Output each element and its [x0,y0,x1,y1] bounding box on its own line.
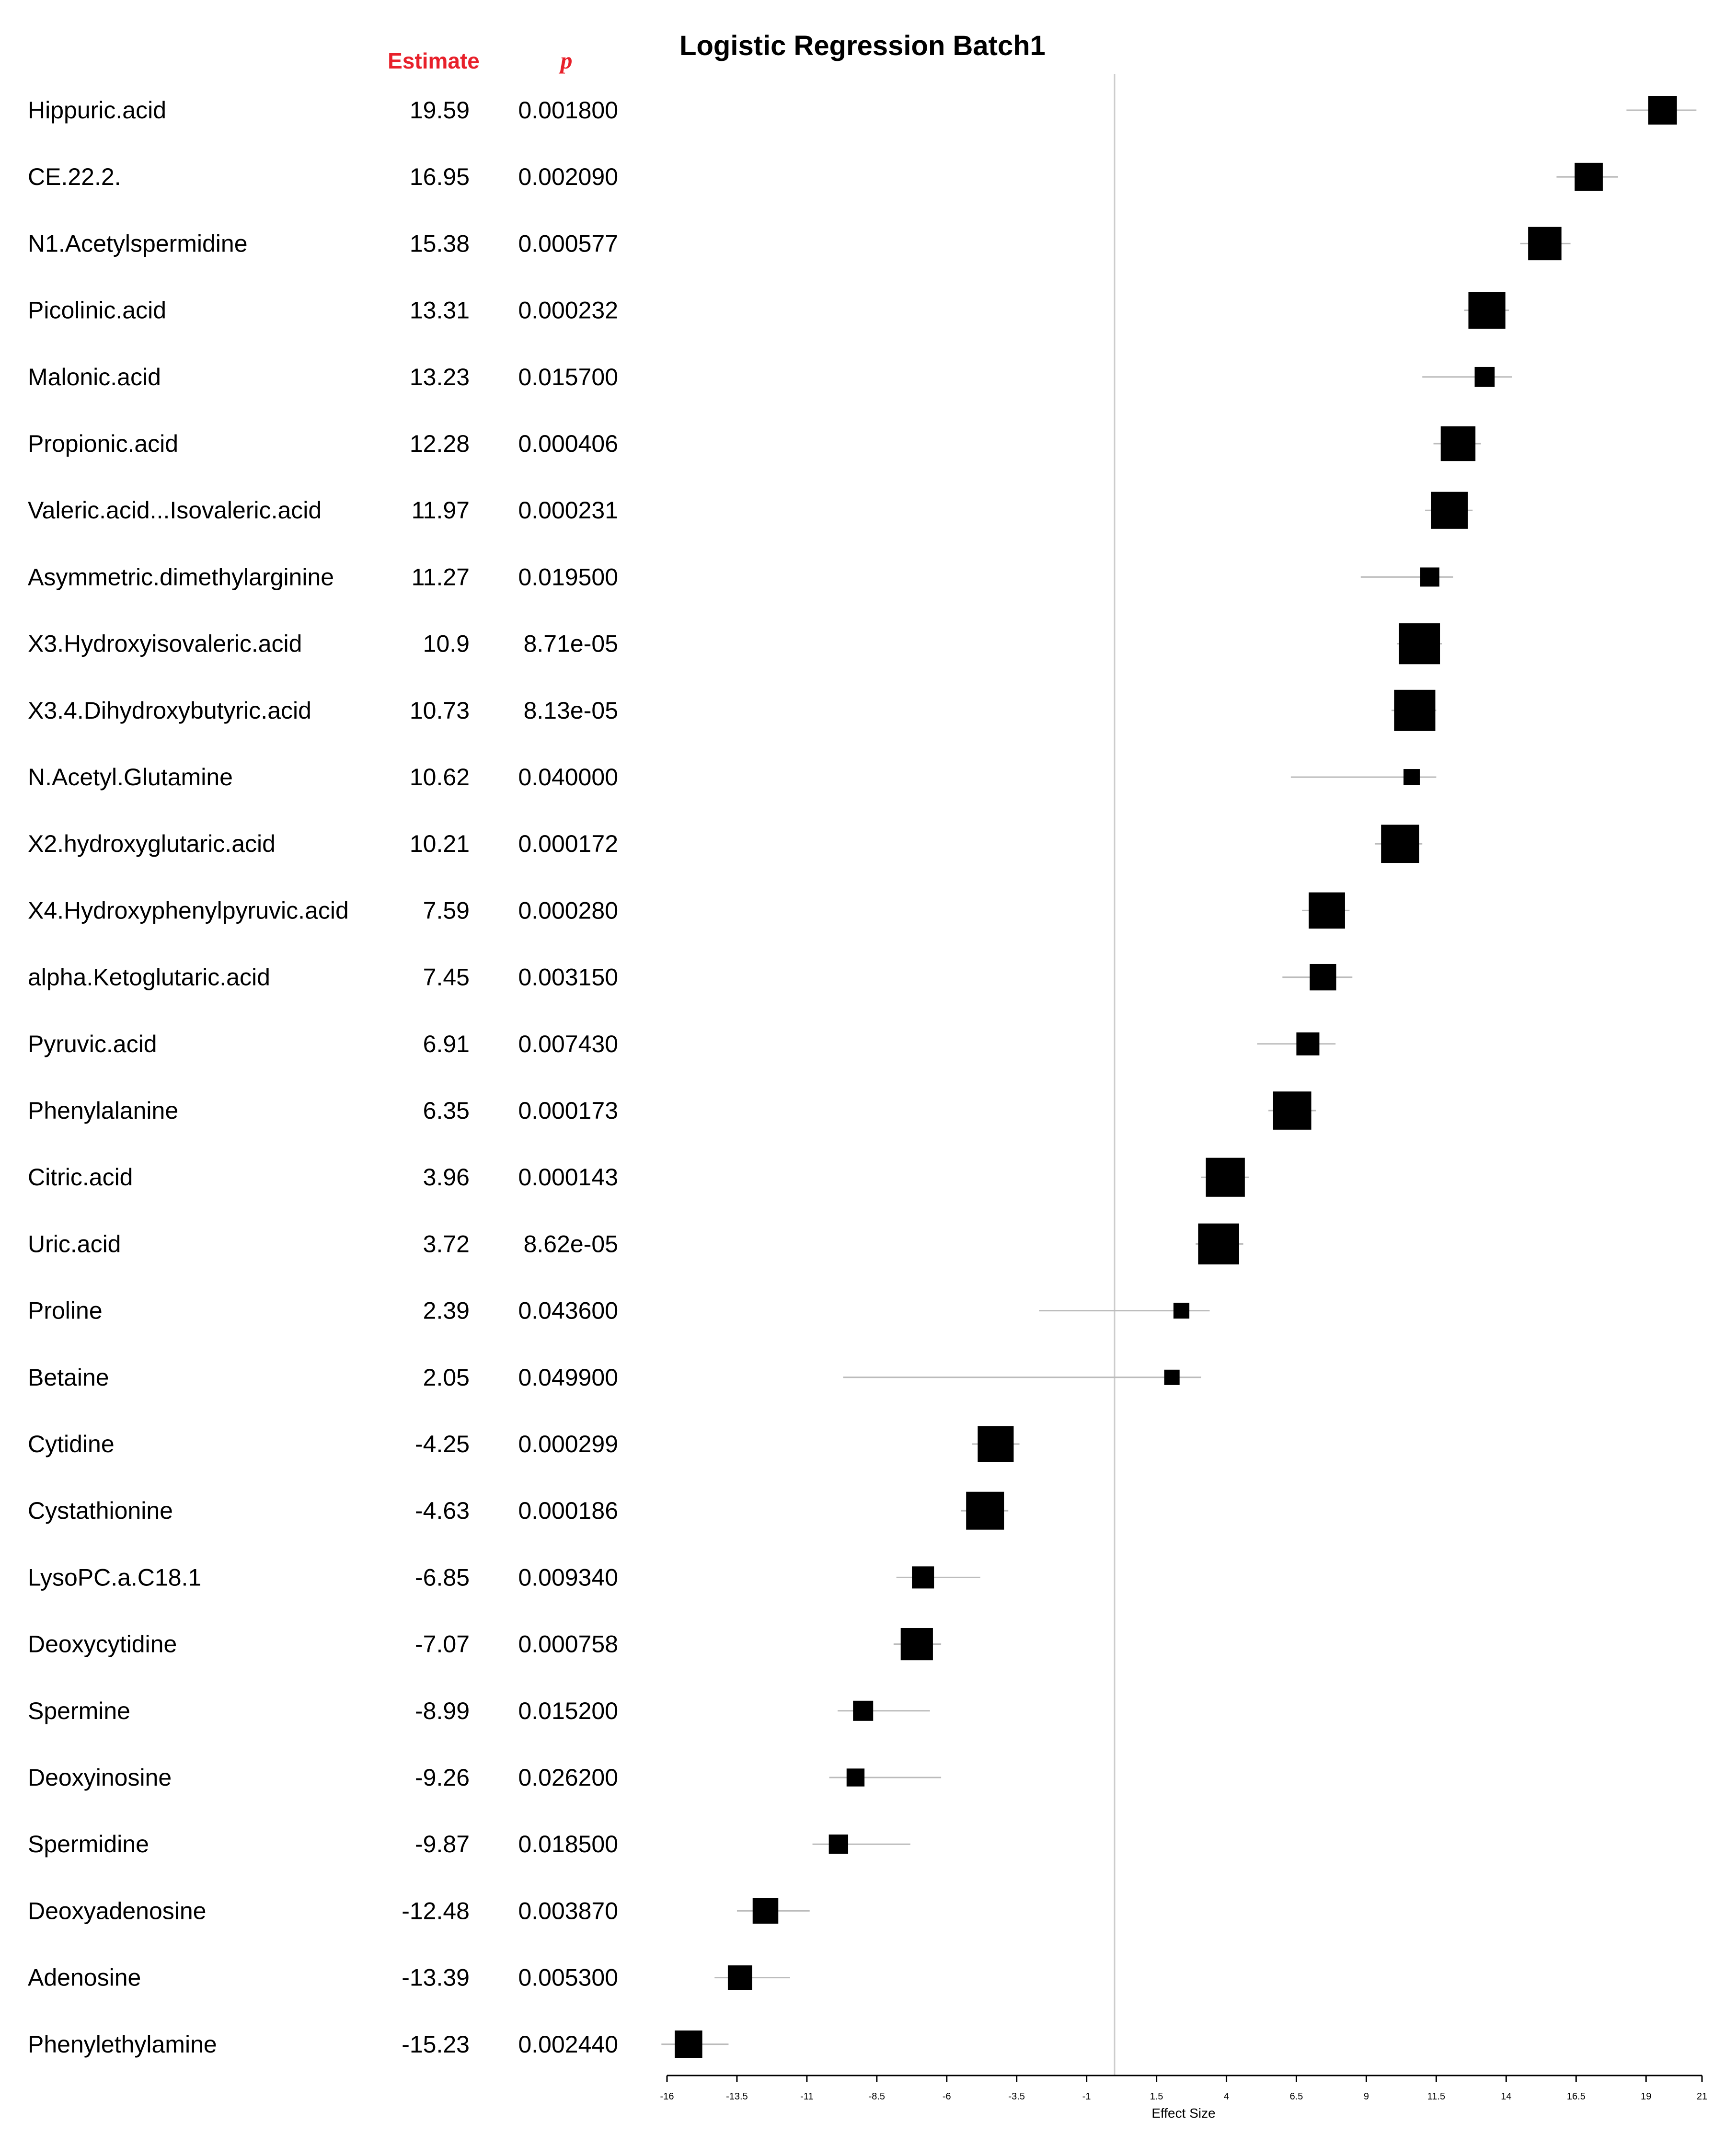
row-estimate: -15.23 [402,2030,470,2058]
estimate-box [1403,769,1420,785]
row-label: Uric.acid [28,1230,121,1258]
estimate-box [853,1701,873,1721]
row-p-value: 0.003150 [518,963,618,991]
estimate-box [966,1492,1004,1530]
row-label: N.Acetyl.Glutamine [28,764,233,791]
forest-row [28,1426,1020,1462]
row-p-value: 8.71e-05 [523,630,618,657]
estimate-box [1296,1032,1319,1055]
row-p-value: 0.002090 [518,163,618,191]
row-label: Spermine [28,1697,130,1724]
row-estimate: -9.87 [415,1831,470,1858]
row-estimate: 7.45 [423,963,470,991]
forest-row [28,1628,941,1660]
row-estimate: 6.35 [423,1097,470,1124]
estimate-box [901,1628,933,1660]
estimate-box [728,1965,752,1990]
forest-row [28,1964,790,1991]
row-p-value: 0.001800 [518,97,618,124]
forest-row [28,2030,728,2058]
row-label: LysoPC.a.C18.1 [28,1564,202,1591]
estimate-box [829,1835,848,1854]
forest-row [28,623,1442,664]
row-estimate: 12.28 [409,430,470,457]
estimate-box [1441,426,1475,461]
x-tick-label: -6 [942,2091,951,2102]
chart-title: Logistic Regression Batch1 [679,30,1046,61]
row-estimate: 11.27 [411,563,470,591]
row-label: X2.hydroxyglutaric.acid [28,830,276,858]
row-label: X3.Hydroxyisovaleric.acid [28,630,302,657]
row-label: Cystathionine [28,1497,173,1525]
row-label: Phenylethylamine [28,2030,217,2058]
row-p-value: 0.000186 [518,1497,618,1525]
x-tick-label: 9 [1363,2091,1369,2102]
row-estimate: 6.91 [423,1030,470,1057]
estimate-box [847,1768,864,1786]
row-estimate: 10.73 [409,697,470,724]
forest-row [28,163,1618,191]
row-p-value: 0.000232 [518,297,618,324]
row-label: Propionic.acid [28,430,179,457]
row-label: N1.Acetylspermidine [28,230,248,257]
forest-row [28,764,1436,791]
row-label: Citric.acid [28,1164,133,1191]
row-label: alpha.Ketoglutaric.acid [28,963,270,991]
row-p-value: 0.000231 [518,497,618,524]
row-p-value: 8.13e-05 [523,697,618,724]
forest-row [28,563,1453,590]
x-tick-label: 1.5 [1150,2091,1163,2102]
x-axis-title: Effect Size [1151,2106,1216,2121]
row-p-value: 0.018500 [518,1831,618,1858]
forest-row [28,1224,1243,1265]
estimate-box [1310,964,1336,990]
estimate-box [1164,1370,1180,1385]
row-p-value: 0.026200 [518,1764,618,1791]
row-p-value: 0.007430 [518,1030,618,1057]
row-estimate: -12.48 [402,1897,470,1925]
forest-row [28,1364,1201,1391]
x-tick-label: 16.5 [1566,2091,1586,2102]
row-p-value: 0.000143 [518,1164,618,1191]
row-estimate: -7.07 [415,1630,470,1658]
forest-row [28,364,1512,390]
forest-row [28,96,1696,125]
row-estimate: 19.59 [409,97,470,124]
forest-row [28,1564,980,1591]
row-estimate: -8.99 [415,1697,470,1724]
row-p-value: 0.000299 [518,1431,618,1457]
row-label: Malonic.acid [28,363,161,390]
row-p-value: 0.015200 [518,1697,618,1724]
row-label: Hippuric.acid [28,97,167,124]
estimate-box [1420,567,1439,586]
row-p-value: 0.015700 [518,363,618,390]
x-tick-label: 4 [1224,2091,1230,2102]
x-tick-label: -8.5 [868,2091,886,2102]
row-estimate: 10.21 [409,830,470,858]
forest-row [28,292,1509,329]
row-estimate: -4.63 [415,1497,470,1525]
forest-row [28,227,1571,261]
estimate-box [1273,1091,1311,1130]
row-estimate: 3.96 [423,1164,470,1191]
row-p-value: 0.003870 [518,1897,618,1925]
row-estimate: -4.25 [415,1431,470,1457]
row-label: Deoxycytidine [28,1630,177,1658]
row-p-value: 0.000577 [518,230,618,257]
forest-row [28,690,1436,731]
forest-row [28,1158,1249,1197]
x-tick-label: -11 [800,2091,814,2102]
estimate-box [1198,1224,1239,1265]
forest-row [28,1697,930,1724]
forest-row [28,1831,910,1858]
row-estimate: -9.26 [415,1764,470,1791]
row-label: Spermidine [28,1831,149,1858]
x-tick-label: -16 [660,2091,674,2102]
row-label: X4.Hydroxyphenylpyruvic.acid [28,897,349,924]
row-label: Adenosine [28,1964,141,1991]
estimate-box [1468,292,1505,329]
row-estimate: 2.39 [423,1297,470,1324]
row-label: Asymmetric.dimethylarginine [28,563,334,591]
row-estimate: 15.38 [409,230,470,257]
row-estimate: 16.95 [409,163,470,191]
row-p-value: 8.62e-05 [523,1230,618,1258]
p-column-header: p [560,47,573,74]
row-estimate: 11.97 [411,497,470,524]
row-label: Picolinic.acid [28,297,167,324]
row-label: Deoxyadenosine [28,1897,207,1925]
row-estimate: 7.59 [423,897,470,924]
estimate-box [1528,227,1562,261]
forest-row [28,825,1422,863]
x-tick-label: 11.5 [1427,2091,1446,2102]
x-axis [660,2076,1708,2102]
estimate-box [1431,492,1468,529]
forest-row [28,1764,941,1791]
x-tick-label: -13.5 [726,2091,748,2102]
row-p-value: 0.040000 [518,764,618,791]
estimate-box [753,1898,779,1924]
estimate-box [978,1426,1013,1462]
row-p-value: 0.043600 [518,1297,618,1324]
row-p-value: 0.000280 [518,897,618,924]
row-p-value: 0.000406 [518,430,618,457]
forest-row [28,893,1349,929]
row-label: Proline [28,1297,103,1324]
estimate-box [1394,690,1435,731]
row-label: Phenylalanine [28,1097,179,1124]
row-estimate: -6.85 [415,1564,470,1591]
row-p-value: 0.005300 [518,1964,618,1991]
estimate-box [1475,367,1495,387]
forest-row [28,964,1352,991]
row-estimate: 13.23 [409,363,470,390]
estimate-box [675,2030,702,2058]
estimate-box [1173,1303,1189,1319]
row-label: Betaine [28,1364,109,1391]
forest-row [28,1297,1210,1324]
row-p-value: 0.019500 [518,563,618,591]
row-p-value: 0.002440 [518,2030,618,2058]
row-p-value: 0.049900 [518,1364,618,1391]
estimate-box [1206,1158,1245,1197]
row-estimate: 2.05 [423,1364,470,1391]
forest-row [28,426,1481,461]
row-p-value: 0.000172 [518,830,618,858]
x-tick-label: -3.5 [1008,2091,1025,2102]
row-p-value: 0.000173 [518,1097,618,1124]
forest-row [28,1897,810,1924]
row-p-value: 0.009340 [518,1564,618,1591]
row-label: Valeric.acid...Isovaleric.acid [28,497,322,524]
estimate-box [912,1566,934,1588]
x-tick-label: 19 [1641,2091,1652,2102]
row-label: CE.22.2. [28,163,121,191]
estimate-box [1399,623,1440,664]
x-tick-label: 21 [1696,2091,1708,2102]
row-label: Pyruvic.acid [28,1030,157,1057]
estimate-box [1648,96,1677,125]
row-estimate: 3.72 [423,1230,470,1258]
row-estimate: 10.9 [423,630,470,657]
row-estimate: 13.31 [409,297,470,324]
row-label: Cytidine [28,1431,115,1457]
x-tick-label: 14 [1501,2091,1512,2102]
x-tick-label: -1 [1082,2091,1091,2102]
forest-row [28,1091,1316,1130]
row-label: Deoxyinosine [28,1764,172,1791]
x-tick-label: 6.5 [1289,2091,1303,2102]
row-estimate: -13.39 [402,1964,470,1991]
forest-row [28,492,1472,529]
estimate-box [1381,825,1419,863]
rows-layer [28,74,1696,2076]
row-estimate: 10.62 [409,764,470,791]
estimate-column-header: Estimate [388,48,480,73]
estimate-box [1309,893,1345,929]
estimate-box [1575,163,1603,191]
row-p-value: 0.000758 [518,1630,618,1658]
forest-row [28,1031,1335,1057]
row-label: X3.4.Dihydroxybutyric.acid [28,697,311,724]
forest-row [28,1492,1008,1530]
